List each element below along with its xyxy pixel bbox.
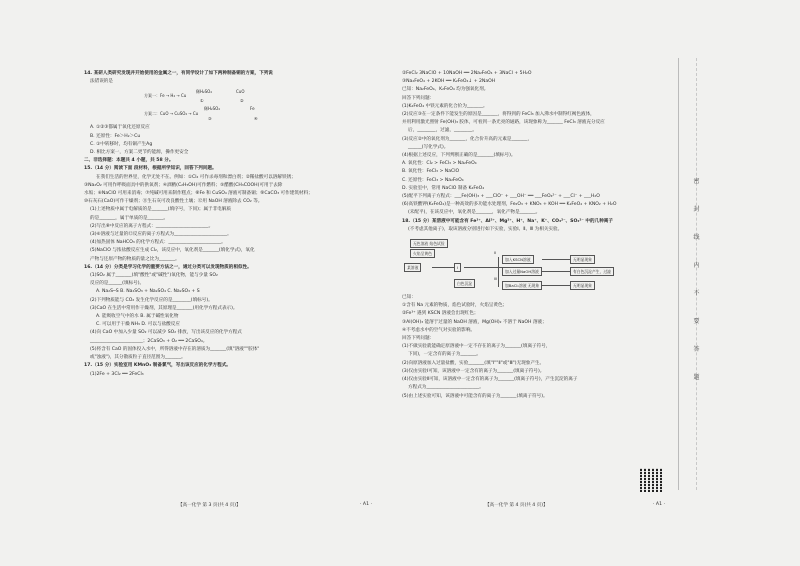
left-line: (5)将含有 CaO 的固体投入水中，所得溶液中存在的溶质为_______(填"溶液""胶体" bbox=[90, 346, 260, 352]
right-line: (不考虑其他离子)，取该溶液分别进行如下实验，实验Ⅰ、Ⅱ、Ⅲ 为相关实验。 bbox=[408, 226, 563, 232]
right-line: (2)向原溶液加入过量盐酸，实验_______(填"Ⅰ""Ⅱ"或"Ⅲ")无现象产生。 bbox=[402, 360, 545, 366]
right-line: 下同)，一定含有的离子为_______。 bbox=[408, 352, 481, 358]
flow-box-a2: 火焰呈黄色 bbox=[410, 249, 435, 258]
left-line: _______________________；2CaSO₃ + O₂ ══ 2CaSO₄。 bbox=[90, 338, 208, 344]
seal-dashed-line bbox=[696, 58, 697, 490]
left-line: 或"浊液")，其分散质粒子直径范围为_______。 bbox=[90, 355, 186, 361]
right-line: 方程式为_______________________。 bbox=[408, 385, 484, 391]
flow-arrow bbox=[542, 259, 570, 260]
seal-margin-char: 题 bbox=[693, 374, 700, 381]
figure-label-n2: ② bbox=[240, 98, 244, 104]
right-line: ④不考虑水中的空气对实验的影响。 bbox=[402, 327, 476, 333]
left-line: 14. 某研人类研究发现并开始使用的金属之一，有同学设计了如下两种制备铜的方案，下列说 bbox=[84, 71, 273, 76]
right-line: 回答下列问题： bbox=[402, 336, 435, 342]
flow-box-c: 某溶液 bbox=[404, 263, 421, 272]
flow-arrow bbox=[464, 267, 502, 268]
left-line: (1)上述物质中属于电解质的是_______(填序号，下同)；属于非电解质 bbox=[90, 207, 232, 213]
right-line: (2)反应③在一定条件下能发生的原因是_______，将得到的 FeCl₃ 加入沸水中制得红褐色液体， bbox=[402, 112, 595, 118]
seal-margin-char: 线 bbox=[693, 234, 700, 241]
flow-branch-line bbox=[498, 257, 499, 287]
flow-arrow bbox=[542, 271, 570, 272]
left-column bbox=[84, 70, 384, 379]
right-line: (未配平)，在该反应中，氧化剂是_______，氧化产物是_______。 bbox=[408, 210, 541, 216]
flow-box-i: 无明显现象 bbox=[570, 281, 595, 290]
figure-label-n4: ④ bbox=[254, 116, 258, 122]
seal-line-margin bbox=[678, 58, 714, 490]
left-line: A. ①②③都属于氧化还原反应 bbox=[90, 125, 150, 131]
figure-label-scheme2-r1: 稀H₂SO₄ bbox=[204, 106, 220, 112]
right-line: (3)反应②中的氧化剂为_______，化合价升高的元素是_______， bbox=[402, 136, 533, 142]
flow-box-e: 加入KSCN溶液 bbox=[502, 255, 534, 264]
right-line: A. 氧化性：Cl₂ > FeCl₃ > Na₂FeO₄ bbox=[402, 161, 477, 167]
left-line: (3)⑥溶液与过量的⑫反应的离子方程式为_______________________。 bbox=[90, 232, 232, 238]
flow-box-f: 无明显现象 bbox=[570, 255, 595, 264]
figure-label-scheme1: 方案一：Fe → H₂ → Cu bbox=[144, 93, 187, 99]
right-line: 并用利用激光照射 Fe(OH)₃ 胶体，可看到一条光亮的通路，该现象称为_______ FeCl₃ 溶液充分反应 bbox=[402, 120, 605, 126]
left-line: 水垢；⑥NaClO 可用来消毒；⑦纯碱可用来制作糕点；⑧Fe 和 CuSO₄ 溶液可制备铜；⑨CaCO₃ 可作建筑材料； bbox=[84, 191, 313, 197]
flow-box-b: 白色沉淀 bbox=[454, 279, 475, 288]
reaction-scheme-figure bbox=[144, 88, 304, 122]
right-line: (5)由上述实验可知，该溶液中可能含有的离子为_______(填离子符号)。 bbox=[402, 393, 548, 399]
left-line: C. 可以用于干燥 NH₃ D. 可以与盐酸反应 bbox=[96, 322, 180, 328]
left-line: ⑩石灰石(CaO)可作干燥剂；⑪生石灰可改良酸性土壤；⑫用 NaOH 溶液除去 CO₂ 等。 bbox=[84, 199, 263, 205]
right-line: (4)仅由实验Ⅱ可知，该溶液中一定含有的离子为_______(填离子符号)，产生沉淀的离子 bbox=[402, 377, 578, 383]
right-line: ①含有 Na 元素的物质，焰色试验时，火焰呈黄色； bbox=[402, 303, 508, 309]
right-line: 已知：Na₂FeO₄、K₂FeO₄ 均为强氧化剂。 bbox=[402, 87, 489, 93]
left-line: (3)CaO 在生活中常用作干燥剂，其原理是_______(用化学方程式表示)。 bbox=[90, 305, 238, 311]
seal-margin-char: 封 bbox=[693, 206, 700, 213]
experiment-flow-diagram bbox=[402, 235, 664, 293]
right-line: ②Fe³⁺ 遇到 KSCN 溶液会出现红色； bbox=[402, 311, 479, 317]
left-line: C. ①中转移时，均有铜产生Ag bbox=[90, 141, 153, 147]
figure-label-scheme1-r2: CuO bbox=[236, 89, 245, 95]
right-line: D. 实验室中，常用 NaClO 制备 K₂FeO₄ bbox=[402, 185, 485, 191]
figure-label-scheme2-r2: Fe bbox=[250, 106, 255, 112]
left-line: (5)NaClO 与浓盐酸反应生成 Cl₂，该反应中，氧化剂是_______(填化学式)，氧化 bbox=[90, 248, 255, 254]
right-line: B. 氧化性：FeCl₃ > NaClO bbox=[402, 169, 460, 175]
figure-label-scheme2: 方案二：CuO → CuSO₄ → Cu bbox=[144, 111, 199, 117]
seal-margin-char: 要 bbox=[693, 318, 700, 325]
left-line: 15.（14 分）阅读下面 段材料，根据所学知识，回答下列问题。 bbox=[84, 166, 217, 172]
left-line: (1)SO₂ 属于_______(填"酸性"或"碱性")氧化物，能与少量 SO₂ bbox=[90, 273, 218, 279]
seal-margin-char: 内 bbox=[693, 262, 700, 269]
seal-margin-char: 不 bbox=[693, 290, 700, 297]
flow-box-a: 无色溶液 焰色试验 bbox=[410, 239, 448, 248]
right-line: (5)配平下列离子方程式：___Fe(OH)₃ + ___ClO⁻ + ___OH⁻ ══ ___FeO₄²⁻ + ___Cl⁻ + ___H₂O bbox=[402, 194, 600, 200]
flow-label-l: III bbox=[494, 277, 498, 282]
qr-code bbox=[640, 468, 664, 492]
left-footer: 【高一化学 第 3 页(共 4 页)】 bbox=[178, 503, 241, 508]
left-page-mark: · A1 · bbox=[360, 502, 372, 507]
flow-arrow bbox=[542, 285, 570, 286]
left-line: A. 能吸收空气中的水 B. 属于碱性氧化物 bbox=[96, 314, 179, 320]
left-line: D. 相比方案一，方案二更节约能源，操作更安全 bbox=[90, 150, 189, 156]
flow-box-d: I bbox=[454, 263, 461, 272]
left-line: 17.（15 分）实验室用 KMnO₄ 制备氯气，写出该反应的化学方程式。 bbox=[84, 363, 231, 369]
right-footer: 【高一化学 第 4 页(共 4 页)】 bbox=[485, 503, 548, 508]
flow-box-j: 加BaCl₂溶液 无现象 bbox=[502, 281, 542, 290]
right-column bbox=[402, 70, 664, 401]
right-line: C. 还原性：FeCl₃ > Na₂FeO₄ bbox=[402, 177, 464, 183]
right-line: (6)高铁酸钾(K₂FeO₄)是一种高效的多功能水处理剂，Fe₂O₃ + KNO₃ + KOH ══ K₂FeO₄ + KNO₂ + H₂O bbox=[402, 202, 617, 208]
flow-label-k: II bbox=[494, 251, 497, 256]
flow-box-h: 有白色沉淀产生，过滤 bbox=[570, 267, 614, 276]
left-line: (4)向 CaO 中加入少量 SO₂ 可以减少 SO₂ 排放，写出该反应的化学方程式 bbox=[90, 330, 242, 336]
left-line: B. 还原性：Fe＞H₂＞Cu bbox=[90, 133, 141, 139]
flow-arrow bbox=[432, 267, 454, 268]
right-line: 回答下列问题： bbox=[402, 95, 435, 101]
left-line: 在我们生活的世界里，化学无处不在。例如：①Cl₂ 可作杀毒剂和漂白剂；②稀盐酸可以溶解铁锈； bbox=[96, 174, 296, 180]
right-line: 已知： bbox=[402, 295, 416, 301]
left-line: 反应的是______(填标号)。 bbox=[90, 281, 145, 287]
seal-margin-char: 密 bbox=[693, 178, 700, 185]
figure-label-n1: ① bbox=[200, 98, 204, 104]
right-line: ③Na₂FeO₄ + 2KOH ══ K₂FeO₄↓ + 2NaOH bbox=[402, 79, 496, 85]
left-line: (4)加热固体 NaHCO₃ 的化学方程式：_______________________。 bbox=[90, 240, 226, 246]
right-line: ②FeCl₂ 3NaClO + 10NaOH ══ 2Na₂FeO₄ + 3NaCl + 5H₂O bbox=[402, 71, 532, 76]
left-line: 的是_______，属于单质的是_______。 bbox=[90, 215, 169, 221]
left-line: 16.（14 分）分类是学习化学的重要方法之一，通过分类可以发现物质的相似性。 bbox=[84, 264, 252, 270]
figure-label-scheme1-r1: 稀H₂SO₄ bbox=[196, 89, 212, 95]
left-line: 二、非选择题：本题共 4 小题，共 58 分。 bbox=[84, 158, 174, 164]
flow-box-g: 加入过量NaOH溶液 bbox=[502, 267, 542, 276]
left-line: 产物与还原产物的物质的量之比为_______。 bbox=[90, 256, 180, 262]
left-line: (2)写出⑧中反应的离子方程式：_______________________。 bbox=[90, 223, 214, 229]
left-line: 法错误的是 bbox=[90, 79, 113, 85]
right-line: 后，________，过滤，________。 bbox=[408, 128, 477, 134]
left-line: ③Na₂O₂ 可用作呼吸面具中的供氧剂；④酒精(C₂H₅OH)可作燃料；⑤醋酸(CH₃COOH)可用于去除 bbox=[84, 182, 283, 188]
figure-label-n3: ③ bbox=[208, 116, 212, 122]
left-line: (2)下列物质能与 CO₂ 发生化学反应的是________(填标号)。 bbox=[90, 297, 213, 303]
left-line: (1)2Fe + 3Cl₂ ══ 2FeCl₃ bbox=[90, 371, 144, 377]
seal-margin-char: 答 bbox=[693, 346, 700, 353]
right-page-mark: · A1 · bbox=[653, 502, 665, 507]
left-line: A. Na₂S─S B. Na₂SO₃ + Na₂SO₄ C. Na₂SO₃ + S bbox=[96, 289, 200, 295]
right-line: (1)K₂FeO₄ 中铁元素的化合价为_______。 bbox=[402, 103, 488, 109]
right-line: (3)仅由实验Ⅰ可知，该溶液中一定含有的离子为_______(填离子符号)。 bbox=[402, 368, 545, 374]
right-line: (1)不做实验就能确定原溶液中一定不存在的离子为_______(填离子符号， bbox=[402, 344, 551, 350]
right-line: (4)根据上述反应，下列判断正确的是_______(填标号)。 bbox=[402, 153, 516, 159]
right-line: ______(写化学式)。 bbox=[408, 144, 449, 150]
right-line: ③Al(OH)₃ 能溶于过量的 NaOH 溶液，Mg(OH)₂ 不溶于 NaOH 溶液； bbox=[402, 319, 547, 325]
right-line: 18.（15 分）某溶液中可能含有 Fe³⁺、Al³⁺、Mg²⁺、H⁺、Na⁺、K⁺、CO₃²⁻、SO₄²⁻ 中的几种离子 bbox=[402, 218, 613, 224]
